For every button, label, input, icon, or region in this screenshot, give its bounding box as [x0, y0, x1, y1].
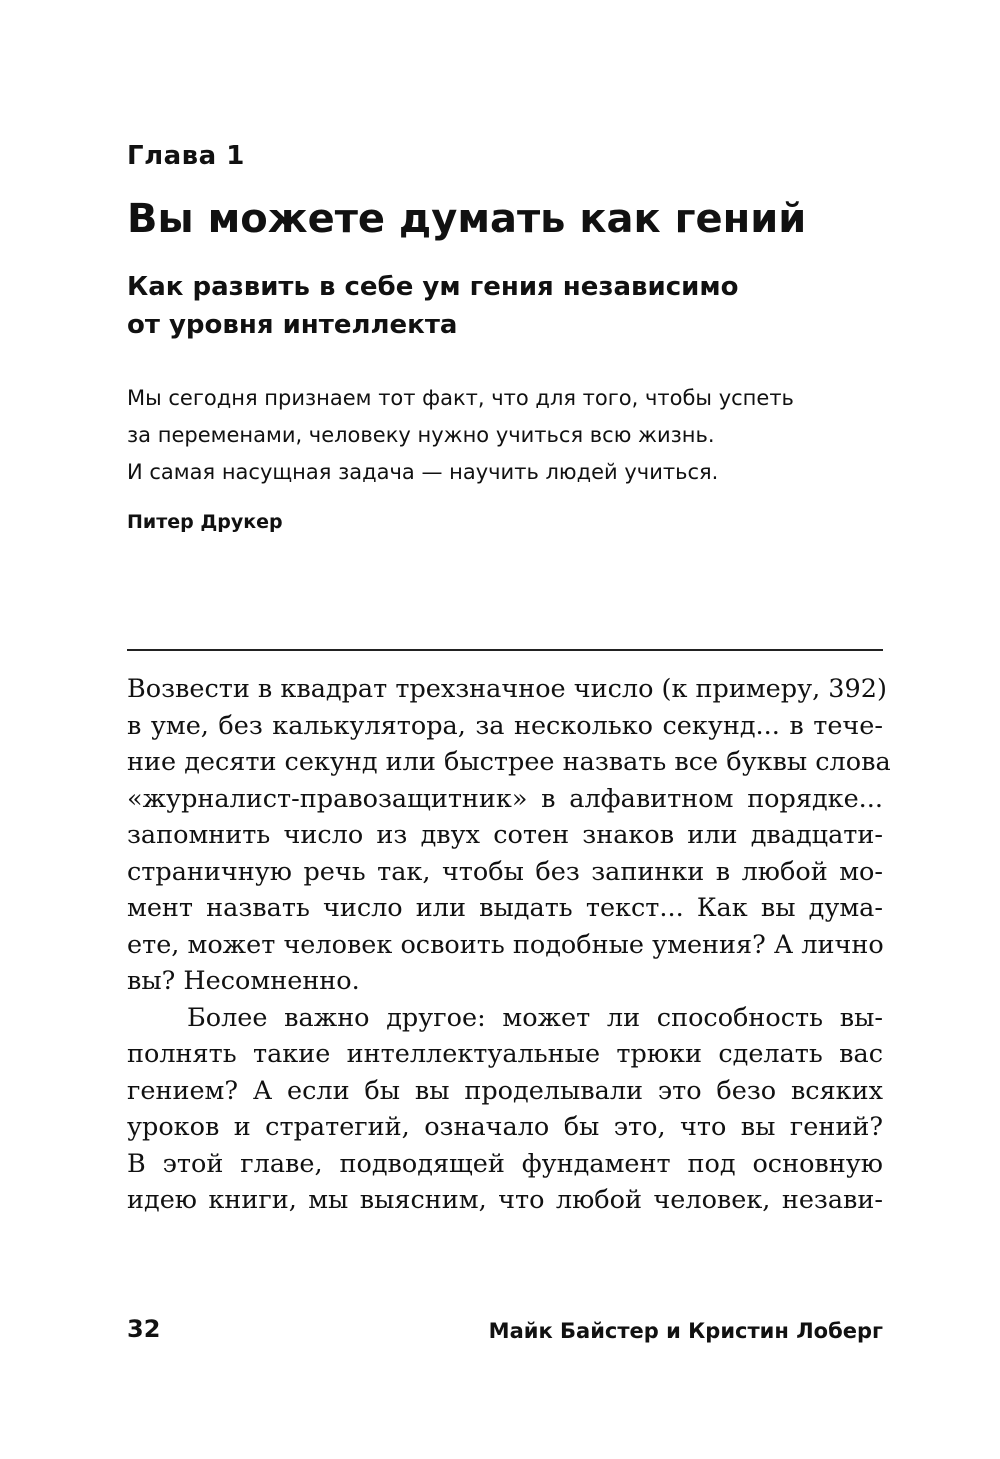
paragraph-1 — [127, 671, 891, 1000]
text-line: гением? А если бы вы проделывали это безо всяких — [127, 1075, 883, 1106]
page-number: 32 — [127, 1315, 161, 1343]
text-line: В этой главе, подводящей фундамент под основную — [127, 1148, 883, 1179]
epigraph-line: Мы сегодня признаем тот факт, что для того, чтобы успеть — [127, 386, 794, 410]
text-line: полнять такие интеллектуальные трюки сделать вас — [127, 1039, 883, 1069]
text-line: мент назвать число или выдать текст... Как вы дума- — [127, 893, 883, 923]
chapter-title: Вы можете думать как гений — [127, 196, 807, 242]
text-line: страничную речь так, чтобы без запинки в любой мо- — [127, 856, 883, 887]
epigraph-author: Питер Друкер — [127, 511, 283, 533]
body-text — [127, 671, 891, 1219]
running-footer-authors: Майк Байстер и Кристин Лоберг — [488, 1319, 883, 1343]
chapter-label: Глава 1 — [127, 141, 245, 171]
chapter-subtitle — [127, 268, 887, 344]
text-line: Более важно другое: может ли способность вы- — [187, 1002, 883, 1033]
epigraph-quote — [127, 380, 887, 491]
text-line: запомнить число из двух сотен знаков или двадцати- — [127, 820, 883, 850]
paragraph-2 — [127, 1000, 883, 1219]
text-line: вы? Несомненно. — [127, 966, 360, 996]
epigraph-line: за переменами, человеку нужно учиться всю жизнь. — [127, 423, 715, 447]
subtitle-line: от уровня интеллекта — [127, 310, 458, 340]
section-divider — [127, 649, 883, 651]
text-line: ние десяти секунд или быстрее назвать все буквы слова — [127, 747, 891, 777]
text-line: Возвести в квадрат трехзначное число (к примеру, 392) — [127, 674, 887, 704]
epigraph-line: И самая насущная задача — научить людей учиться. — [127, 460, 719, 484]
text-line: уроков и стратегий, означало бы это, что вы гений? — [127, 1112, 883, 1142]
text-line: «журналист-правозащитник» в алфавитном порядке... — [127, 783, 883, 814]
text-line: в уме, без калькулятора, за несколько секунд... в тече- — [127, 710, 883, 741]
text-line: ете, может человек освоить подобные умения? А лично — [127, 929, 884, 960]
subtitle-line: Как развить в себе ум гения независимо — [127, 272, 739, 302]
text-line: идею книги, мы выясним, что любой человек, незави- — [127, 1185, 883, 1215]
